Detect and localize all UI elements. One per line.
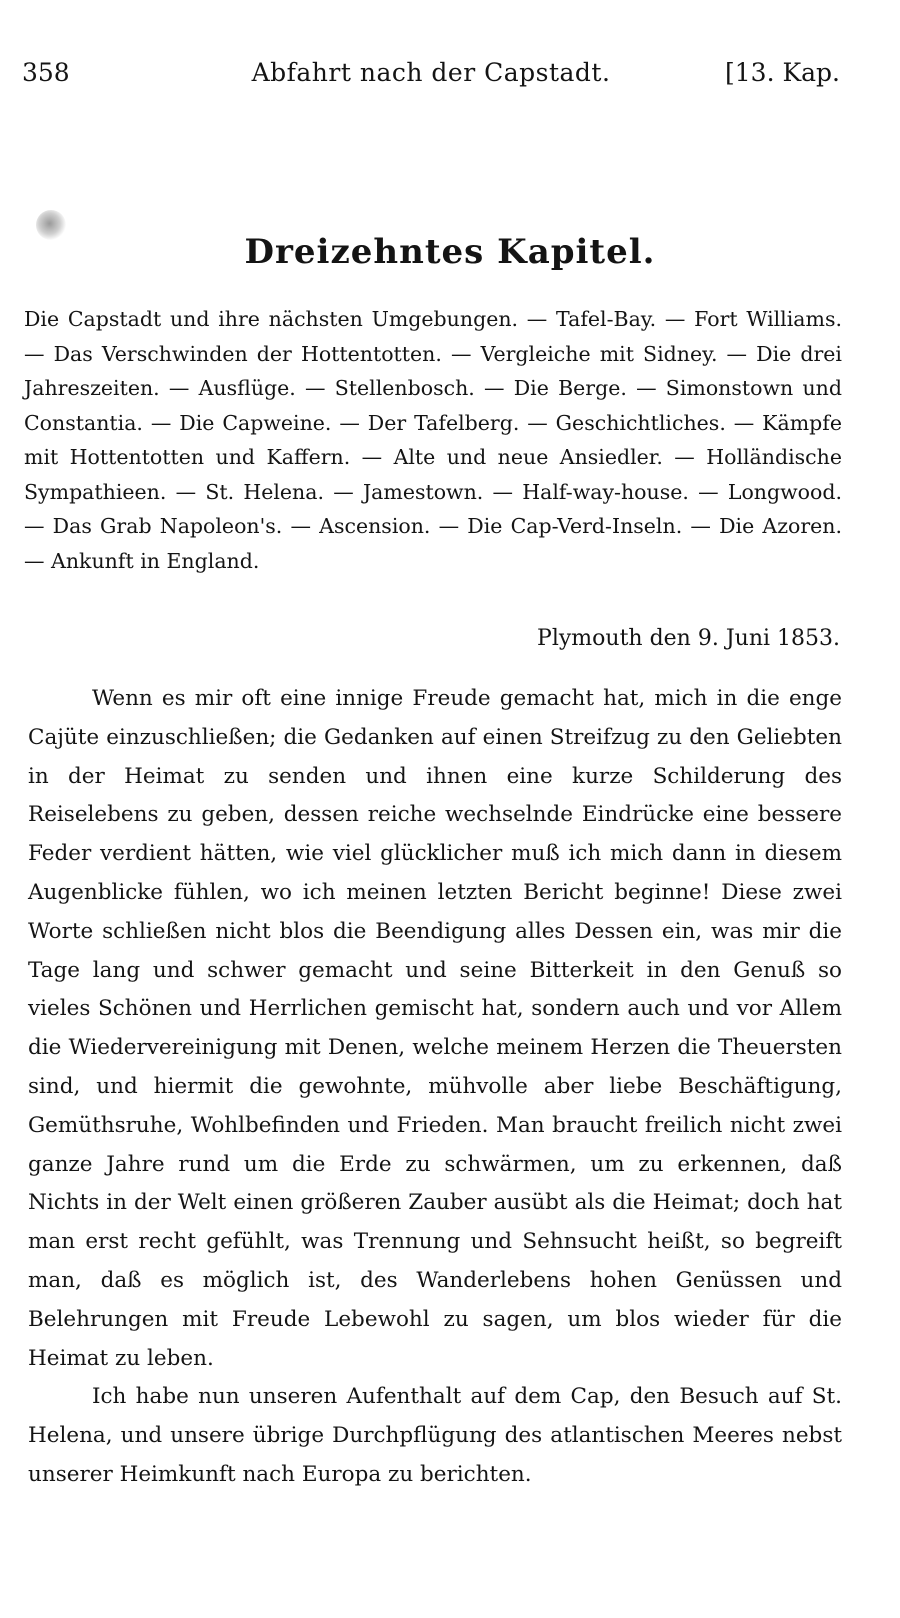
body-text [28, 680, 842, 1495]
chapter-summary: Die Capstadt und ihre nächsten Umgebungen. — Tafel-Bay. — Fort Williams. — Das Verschwinden der Hottentotten. — Vergleiche mit Sidney. — Die drei Jahreszeiten. — Ausflüge. — Stellenbosch. — Die Berge. — Simonstown und Constantia. — Die Capweine. — Der Tafelberg. — Geschichtliches. — Kämpfe mit Hottentotten und Kaffern. — Alte und neue Ansiedler. — Holländische Sympathieen. — St. Helena. — Jamestown. — Half-way-house. — Longwood. — Das Grab Napoleon's. — Ascension. — Die Cap-Verd-Inseln. — Die Azoren. — Ankunft in England. [24, 307, 842, 573]
page-number: 358 [22, 58, 70, 87]
paragraph: Wenn es mir oft eine innige Freude gemacht hat, mich in die enge Cajüte einzuschließen; die Gedanken auf einen Streifzug zu den Geliebten in der Heimat zu senden und ihnen eine kurze Schilderung des Reiselebens zu geben, dessen reiche wechselnde Eindrücke eine bessere Feder verdient hätten, wie viel glücklicher muß ich mich dann in diesem Augenblicke fühlen, wo ich meinen letzten Bericht beginne! Diese zwei Worte schließen nicht blos die Beendigung alles Dessen ein, was mir die Tage lang und schwer gemacht und seine Bitterkeit in den Genuß so vieles Schönen und Herrlichen gemischt hat, sondern auch und vor Allem die Wiedervereinigung mit Denen, welche meinem Herzen die Theuersten sind, und hiermit die gewohnte, mühvolle aber liebe Beschäftigung, Gemüthsruhe, Wohlbefinden und Frieden. Man braucht freilich nicht zwei ganze Jahre rund um die Erde zu schwärmen, um zu erkennen, daß Nichts in der Welt einen größeren Zauber ausübt als die Heimat; doch hat man erst recht gefühlt, was Trennung und Sehnsucht heißt, so begreift man, daß es möglich ist, des Wanderlebens hohen Genüssen und Belehrungen mit Freude Lebewohl zu sagen, um blos wieder für die Heimat zu leben. [28, 686, 842, 1371]
page-header [22, 58, 840, 98]
running-title: Abfahrt nach der Capstadt. [251, 58, 611, 87]
chapter-reference: [13. Kap. [725, 58, 840, 87]
dateline: Plymouth den 9. Juni 1853. [537, 626, 840, 651]
chapter-title: Dreizehntes Kapitel. [244, 232, 656, 272]
paragraph: Ich habe nun unseren Aufenthalt auf dem Cap, den Besuch auf St. Helena, und unsere übrige Durchpflügung des atlantischen Meeres nebst unserer Heimkunft nach Europa zu berichten. [28, 1384, 842, 1487]
